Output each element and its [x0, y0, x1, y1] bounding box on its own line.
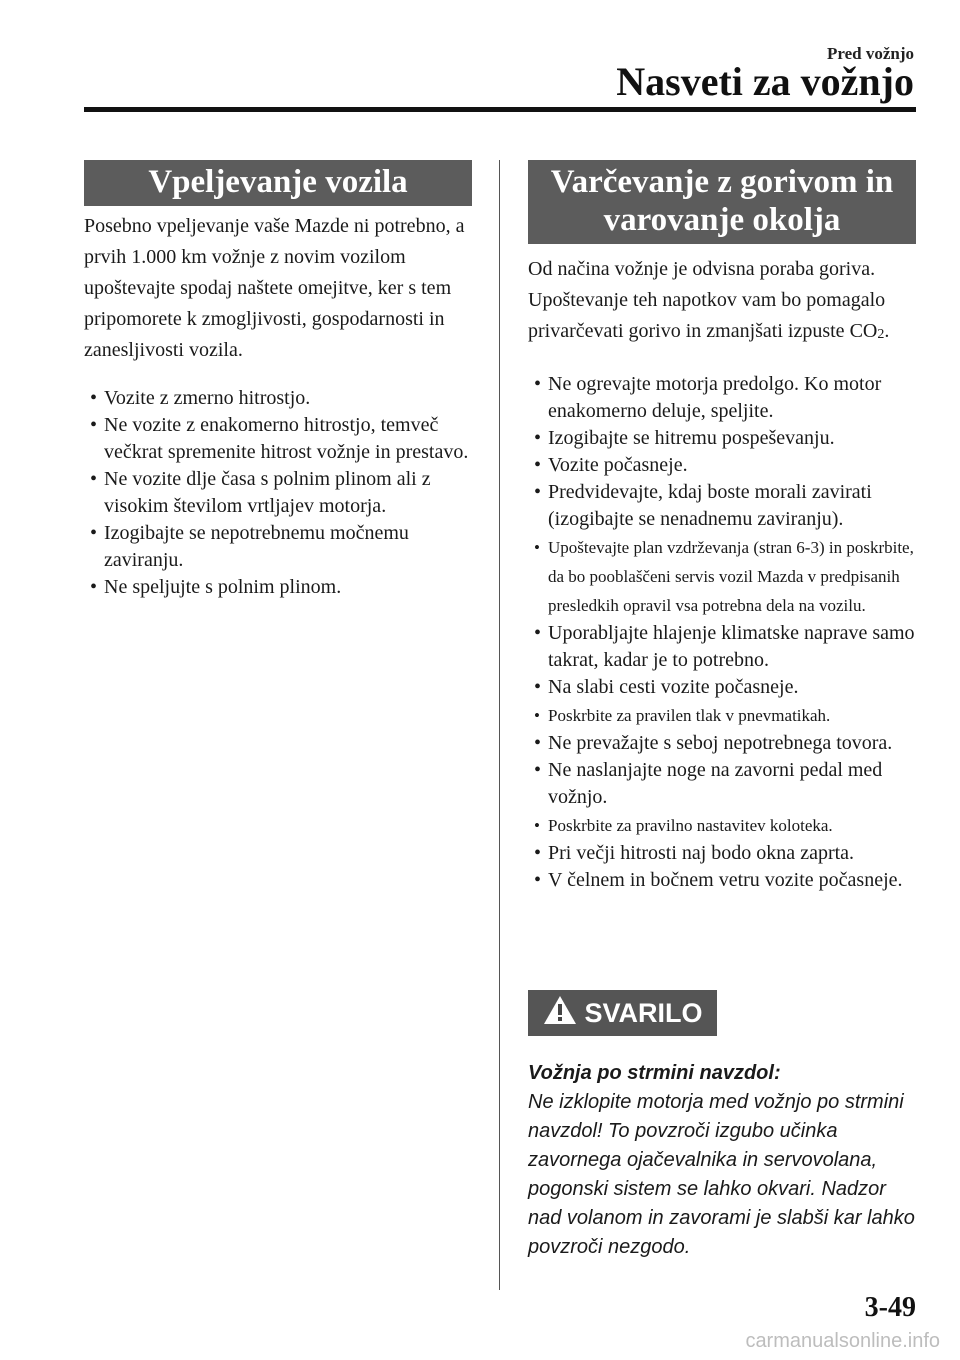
list-item-text: Poskrbite za pravilno nastavitev koloteka. — [548, 816, 833, 835]
bullet-icon: • — [90, 522, 98, 544]
watermark: carmanualsonline.info — [745, 1330, 940, 1352]
list-item-text: Ne vozite z enakomerno hitrostjo, temveč večkrat spremenite hitrost vožnje in prestavo. — [104, 414, 469, 463]
bullet-icon: • — [90, 387, 98, 409]
list-item-text: Ne speljujte s polnim plinom. — [104, 576, 342, 598]
list-item — [528, 867, 923, 894]
list-item-text: Vozite z zmerno hitrostjo. — [104, 387, 311, 409]
list-item-text: Pri večji hitrosti naj bodo okna zaprta. — [548, 842, 855, 864]
bullet-icon: • — [90, 414, 98, 436]
list-item — [528, 674, 923, 701]
list-item — [528, 533, 923, 620]
list-item-text: Izogibajte se nepotrebnemu močnemu zaviranju. — [104, 522, 409, 571]
list-item — [84, 385, 479, 412]
list-item — [528, 425, 923, 452]
list-item-text: Upoštevajte plan vzdrževanja (stran 6-3) in poskrbite, da bo pooblaščeni servis vozil Mazda v predpisanih presledkih opravil vsa potrebna dela na vozilu. — [548, 538, 914, 615]
list-item-text: Ne naslanjajte noge na zavorni pedal med vožnjo. — [548, 759, 883, 808]
list-item — [84, 466, 479, 520]
left-heading: Vpeljevanje vozila — [84, 160, 472, 206]
list-item — [528, 701, 923, 730]
list-item — [84, 412, 479, 466]
list-item-text: Na slabi cesti vozite počasneje. — [548, 676, 799, 698]
list-item — [528, 840, 923, 867]
list-item-text: Uporabljajte hlajenje klimatske naprave samo takrat, kadar je to potrebno. — [548, 622, 915, 671]
warning-title: Vožnja po strmini navzdol: — [528, 1062, 781, 1084]
bullet-icon: • — [534, 454, 542, 476]
header-section: Pred vožnjo — [826, 44, 914, 63]
bullet-icon: • — [534, 481, 542, 503]
bullet-icon: • — [534, 538, 540, 557]
right-heading: Varčevanje z gorivom in varovanje okolja — [528, 160, 916, 244]
warning-label: SVARILO — [584, 997, 703, 1028]
list-item-text: Ne prevažajte s seboj nepotrebnega tovora. — [548, 732, 893, 754]
list-item — [528, 371, 923, 425]
bullet-icon: • — [534, 732, 542, 754]
list-item-text: Poskrbite za pravilen tlak v pnevmatikah. — [548, 706, 831, 725]
list-item — [528, 452, 923, 479]
page-title: Nasveti za vožnjo — [616, 59, 914, 104]
warning-badge — [528, 990, 717, 1036]
right-intro-end: . — [884, 320, 890, 342]
warning-text: Ne izklopite motorja med vožnjo po strmini navzdol! To povzroči izgubo učinka zavornega ojačevalnika in servovolana, pogonski sistem se lahko okvari. Nadzor nad volanom in zavorami je slabši kar lahko povzroči nezgodo. — [528, 1091, 915, 1258]
column-divider — [499, 160, 500, 1290]
bullet-icon: • — [534, 759, 542, 781]
left-intro: Posebno vpeljevanje vaše Mazde ni potrebno, a prvih 1.000 km vožnje z novim vozilom upoštevajte spodaj naštete omejitve, ker s tem pripomorete k zmogljivosti, gospodarnosti in zanesljivosti vozila. — [84, 215, 465, 361]
co2-subscript: 2 — [877, 327, 885, 342]
list-item-text: Ne vozite dlje časa s polnim plinom ali z visokim številom vrtljajev motorja. — [104, 468, 431, 517]
bullet-icon: • — [534, 842, 542, 864]
left-list — [84, 385, 479, 601]
list-item-text: Vozite počasneje. — [548, 454, 688, 476]
bullet-icon: • — [534, 622, 542, 644]
right-list — [528, 371, 923, 894]
bullet-icon: • — [534, 373, 542, 395]
list-item — [528, 620, 923, 674]
list-item-text: V čelnem in bočnem vetru vozite počasneje. — [548, 869, 903, 891]
bullet-icon: • — [534, 816, 540, 835]
warning-icon — [542, 994, 578, 1033]
header-rule — [84, 107, 916, 112]
bullet-icon: • — [534, 676, 542, 698]
bullet-icon: • — [534, 427, 542, 449]
list-item-text: Izogibajte se hitremu pospeševanju. — [548, 427, 835, 449]
list-item — [528, 811, 923, 840]
bullet-icon: • — [90, 468, 98, 490]
right-intro-main: Od načina vožnje je odvisna poraba goriva. Upoštevanje teh napotkov vam bo pomagalo privarčevati gorivo in zmanjšati izpuste CO — [528, 258, 886, 342]
list-item — [528, 730, 923, 757]
bullet-icon: • — [534, 706, 540, 725]
list-item — [528, 479, 923, 533]
list-item-text: Ne ogrevajte motorja predolgo. Ko motor enakomerno deluje, speljite. — [548, 373, 882, 422]
list-item — [84, 574, 479, 601]
right-intro — [528, 254, 923, 350]
list-item — [84, 520, 479, 574]
page-number: 3-49 — [864, 1292, 916, 1323]
bullet-icon: • — [90, 576, 98, 598]
list-item-text: Predvidevajte, kdaj boste morali zavirati (izogibajte se nenadnemu zaviranju). — [548, 481, 872, 530]
list-item — [528, 757, 923, 811]
bullet-icon: • — [534, 869, 542, 891]
